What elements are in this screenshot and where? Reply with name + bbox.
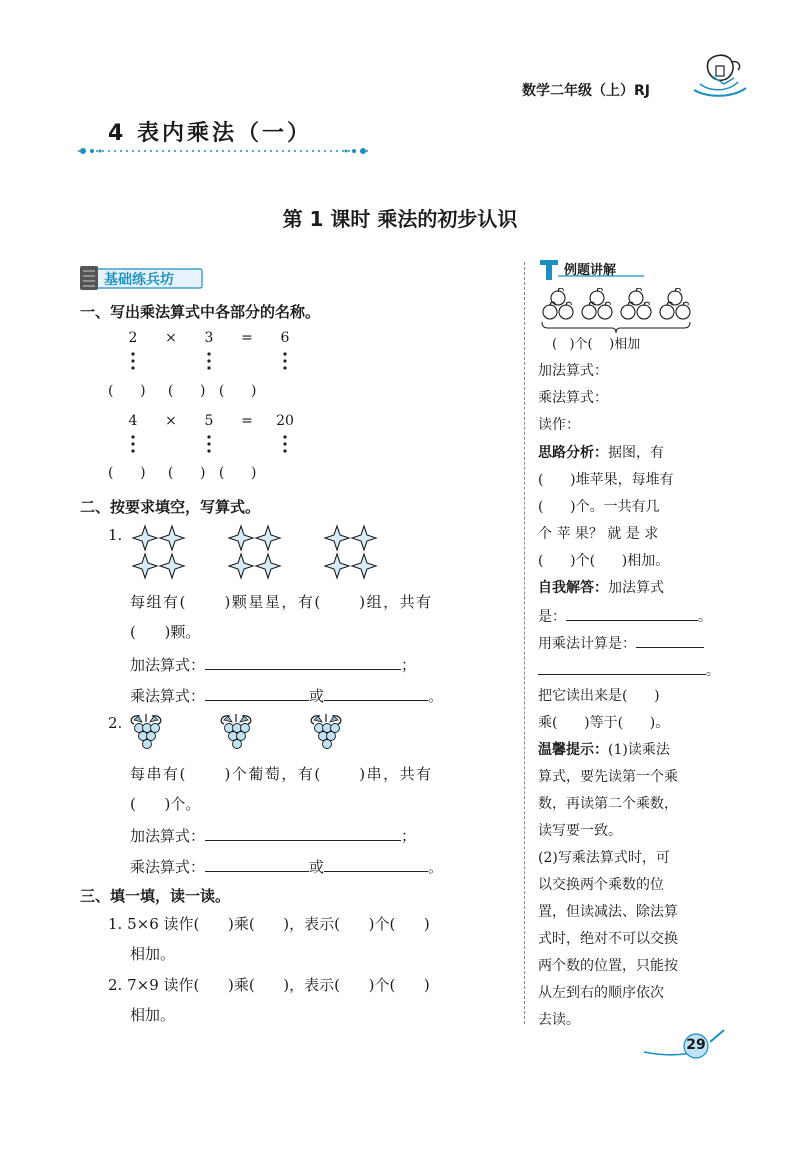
example-tag (538, 256, 648, 282)
period: 。 (428, 687, 444, 705)
answer-line-5: 乘( )等于( )。 (538, 715, 670, 731)
page-number: 29 (686, 1037, 706, 1053)
apple-pile-2 (582, 288, 612, 319)
tip-label: 温馨提示： (538, 742, 608, 758)
multiplication-answer-line-1[interactable] (205, 857, 309, 872)
or-text: 或 (309, 687, 325, 705)
book-label: 数学二年级（上）RJ (522, 83, 650, 99)
answer-multiplication-line[interactable] (636, 633, 704, 648)
q1-line-2: ( )颗。 (130, 623, 201, 641)
tip-line-8: 两个数的位置，只能按 (538, 958, 678, 974)
section-tag (78, 266, 206, 290)
q1-line-1: 每组有( )颗星星，有( )组，共有 (130, 593, 433, 611)
apple-pile-4 (660, 288, 690, 319)
multiplication-label: 乘法算式： (130, 858, 206, 876)
semicolon: ； (401, 827, 417, 845)
section-3-heading: 三、填一填，读一读。 (80, 887, 231, 905)
s3-q1-line-1: 1. 5×6 读作( )乘( )，表示( )个( ) (108, 915, 430, 933)
addition-label: 加法算式： (130, 827, 206, 845)
eq2-equals: = (241, 413, 253, 429)
section-tag-label: 基础练兵坊 (104, 272, 174, 288)
answer-line-3: 。 (538, 660, 720, 680)
section-1-heading: 一、写出乘法算式中各部分的名称。 (80, 303, 321, 321)
addition-label: 加法算式： (130, 656, 206, 674)
equation-1 (118, 330, 300, 346)
tip-line-2: 数，再读第二个乘数， (538, 796, 678, 812)
eq1-times: × (165, 330, 177, 346)
q2-line-2: ( )个。 (130, 795, 201, 813)
chapter-title: 4 表内乘法（一） (108, 121, 312, 146)
analysis-first: 据图，有 (608, 445, 664, 461)
analysis-line-0 (538, 444, 664, 462)
tip-line-7: 式时，绝对不可以交换 (538, 931, 678, 947)
tip-line-9: 从左到右的顺序依次 (538, 985, 664, 1001)
s3-q2-line-1: 2. 7×9 读作( )乘( )，表示( )个( ) (108, 976, 430, 994)
eq2-product: 20 (276, 413, 294, 429)
apple-pile-1 (543, 288, 573, 319)
example-addition: 加法算式： (538, 363, 608, 379)
eq1-dots (118, 350, 318, 376)
answer-label: 自我解答： (538, 580, 608, 596)
semicolon: ； (401, 656, 417, 674)
answer-line-4: 把它读出来是( ) (538, 688, 660, 704)
tip-first: (1)读乘法 (608, 742, 670, 758)
answer-first: 加法算式 (608, 580, 664, 596)
column-divider (524, 262, 525, 1024)
section-2-heading: 二、按要求填空，写算式。 (80, 498, 261, 516)
s3-q2-line-2: 相加。 (130, 1006, 176, 1024)
grape-bunch-2 (221, 714, 251, 749)
eq1-equals: = (241, 330, 253, 346)
analysis-label: 思路分析： (538, 445, 608, 461)
grapes-illustration (130, 708, 360, 754)
q1-addition-row (130, 655, 416, 674)
addition-answer-line[interactable] (205, 826, 401, 841)
apple-caption: ( )个( )相加 (552, 337, 641, 352)
tip-line-6: 置，但读减法、除法算 (538, 904, 678, 920)
s3-q1-line-2: 相加。 (130, 945, 176, 963)
answer-is-label: 是： (538, 609, 566, 625)
mascot-icon (688, 52, 748, 102)
tip-line-4: (2)写乘法算式时，可 (538, 850, 670, 866)
apples-illustration (538, 288, 694, 334)
multiplication-answer-line-1[interactable] (205, 686, 309, 701)
answer-mul-label: 用乘法计算是： (538, 636, 636, 652)
q2-addition-row (130, 826, 416, 845)
equation-2 (118, 413, 300, 429)
analysis-line-3: 个 苹 果？ 就 是 求 (538, 526, 659, 542)
tip-line-10: 去读。 (538, 1012, 580, 1028)
answer-line-1: 是： 。 (538, 606, 712, 626)
tip-line-0 (538, 741, 670, 759)
q2-multiplication-row (130, 857, 443, 876)
period: 。 (428, 858, 444, 876)
tip-line-3: 读写要一致。 (538, 823, 622, 839)
eq1-product: 6 (280, 330, 290, 346)
q1-multiplication-row (130, 686, 443, 705)
grape-bunch-1 (131, 714, 161, 749)
q2-line-1: 每串有( )个葡萄，有( )串，共有 (130, 765, 433, 783)
chapter-rule (78, 147, 368, 155)
star-group-2 (229, 526, 280, 578)
q2-number: 2. (108, 714, 123, 732)
example-tag-label: 例题讲解 (564, 263, 617, 278)
answer-line-2 (538, 633, 704, 653)
multiplication-answer-line-2[interactable] (324, 857, 428, 872)
stars-illustration (130, 524, 390, 580)
eq2-dots (118, 433, 318, 459)
lesson-title: 第 1 课时 乘法的初步认识 (282, 207, 518, 231)
star-group-1 (133, 526, 184, 578)
tip-line-5: 以交换两个乘数的位 (538, 877, 664, 893)
answer-addition-line[interactable] (566, 606, 698, 621)
eq2-factor-1: 4 (128, 413, 138, 429)
or-text: 或 (309, 858, 325, 876)
brace (542, 322, 690, 333)
eq1-factor-2: 3 (204, 330, 214, 346)
q1-number: 1. (108, 526, 123, 544)
eq2-times: × (165, 413, 177, 429)
eq2-blanks: ( ) ( ) ( ) (108, 465, 257, 481)
grape-bunch-3 (311, 714, 341, 749)
analysis-line-4: ( )个( )相加。 (538, 553, 670, 569)
tip-line-1: 算式，要先读第一个乘 (538, 769, 678, 785)
eq2-factor-2: 5 (204, 413, 214, 429)
star-group-3 (325, 526, 376, 578)
example-multiplication: 乘法算式： (538, 390, 608, 406)
addition-answer-line[interactable] (205, 655, 401, 670)
multiplication-label: 乘法算式： (130, 687, 206, 705)
apple-pile-3 (621, 288, 651, 319)
eq1-blanks: ( ) ( ) ( ) (108, 383, 257, 399)
example-read: 读作： (538, 417, 580, 433)
analysis-line-2: ( )个。一共有几 (538, 499, 660, 515)
eq1-factor-1: 2 (128, 330, 138, 346)
analysis-line-1: ( )堆苹果，每堆有 (538, 472, 674, 488)
answer-line-0 (538, 579, 664, 597)
multiplication-answer-line-2[interactable] (324, 686, 428, 701)
answer-multiplication-line-2[interactable] (538, 660, 706, 675)
